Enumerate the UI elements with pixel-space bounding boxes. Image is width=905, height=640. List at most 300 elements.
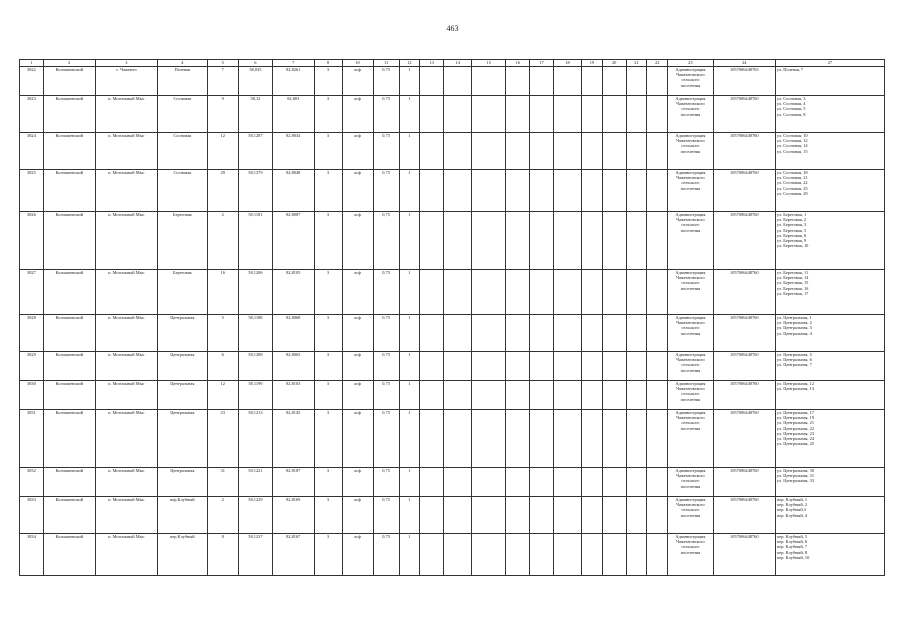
table-row [20,170,885,212]
administration-line: поселения [680,185,701,191]
address-line: ул. Центральная, 25 [776,441,815,447]
longitude-cell: 82,8034 [273,133,314,170]
district-cell: Колпашевский [43,534,95,576]
house-number-cell: 9 [207,96,238,133]
empty-cell [472,170,506,212]
empty-cell [647,212,668,270]
administration-line: сельского [681,420,700,426]
addresses-cell [775,212,884,270]
surface-cell: асф [342,212,373,270]
surface-cell: асф [342,315,373,352]
administration-line: Чажемтовского [676,502,705,508]
column-header: 2 [43,60,95,67]
longitude-cell: 82,8145 [273,410,314,468]
address-line: ул. Центральная, 19 [776,415,815,421]
column-8-cell: 3 [314,67,342,96]
table-row [20,270,885,315]
empty-cell [420,534,444,576]
empty-cell [554,497,582,534]
column-8-cell: 3 [314,534,342,576]
empty-cell [554,133,582,170]
empty-cell [472,212,506,270]
house-number-cell: 8 [207,534,238,576]
empty-cell [506,352,530,381]
column-11-cell: 0,75 [373,315,399,352]
district-cell: Колпашевский [43,497,95,534]
settlement-cell: п. Могильный Мыс [95,96,157,133]
column-12-cell: 1 [399,96,420,133]
empty-cell [444,170,472,212]
column-8-cell: 3 [314,212,342,270]
administration-line: Администрация [675,170,706,175]
latitude-cell: 58,1188 [238,315,272,352]
street-cell: Сосновая [157,170,207,212]
column-12-cell: 1 [399,410,420,468]
column-12-cell: 1 [399,352,420,381]
administration-line: Администрация [675,410,706,415]
ogrn-cell: 1057006448760 [713,381,775,410]
address-line: ул. Сосновая, 29 [776,190,808,196]
empty-cell [506,133,530,170]
column-header: 24 [713,60,775,67]
empty-cell [530,170,554,212]
column-12-cell: 1 [399,270,420,315]
administration-line: Администрация [675,270,706,275]
administration-line: поселения [680,227,701,233]
empty-cell [472,410,506,468]
column-header: 14 [444,60,472,67]
latitude-cell: 58,12 [238,96,272,133]
address-line: пер. Клубный, 7 [776,544,808,550]
column-11-cell: 0,75 [373,96,399,133]
street-cell: пер.Клубный [157,497,207,534]
empty-cell [554,67,582,96]
column-12-cell: 1 [399,497,420,534]
street-cell: Центральная [157,468,207,497]
administration-line: сельского [681,180,700,186]
empty-cell [420,133,444,170]
empty-cell [506,381,530,410]
empty-cell [420,410,444,468]
empty-cell [602,170,626,212]
administration-line: Администрация [675,468,706,473]
latitude-cell: 58,1206 [238,270,272,315]
longitude-cell: 82,8068 [273,315,314,352]
column-header: 1 [20,60,44,67]
empty-cell [626,352,647,381]
latitude-cell: 58,1287 [238,133,272,170]
empty-cell [472,381,506,410]
column-8-cell: 3 [314,497,342,534]
address-line: ул. Сосновая, 25 [776,185,808,191]
longitude-cell: 82,8103 [273,381,314,410]
district-cell: Колпашевский [43,381,95,410]
empty-cell [602,67,626,96]
administration-line: поселения [680,111,701,117]
column-11-cell: 0,75 [373,468,399,497]
district-cell: Колпашевский [43,468,95,497]
empty-cell [626,381,647,410]
address-line: ул. Сосновая, 18 [776,170,808,175]
surface-cell: асф [342,170,373,212]
empty-cell [582,381,603,410]
empty-cell [530,270,554,315]
empty-cell [444,67,472,96]
address-line: ул. Сосновая, 4 [776,101,806,107]
column-11-cell: 0,75 [373,410,399,468]
empty-cell [420,497,444,534]
table-row [20,381,885,410]
column-header: 12 [399,60,420,67]
district-cell: Колпашевский [43,212,95,270]
address-line: ул. Центральная, 30 [776,468,815,473]
street-cell: Центральная [157,410,207,468]
administration-line: Администрация [675,67,706,72]
administration-line: поселения [680,425,701,431]
address-line: ул. Центральная, 33 [776,478,815,484]
administration-line: поселения [680,396,701,402]
house-number-cell: 31 [207,468,238,497]
registry-table [19,59,885,576]
empty-cell [530,315,554,352]
empty-cell [554,270,582,315]
ogrn-cell: 1057006448760 [713,315,775,352]
settlement-cell: п. Могильный Мыс [95,534,157,576]
empty-cell [530,468,554,497]
empty-cell [647,534,668,576]
administration-cell [668,67,714,96]
empty-cell [444,315,472,352]
empty-cell [602,96,626,133]
administration-line: сельского [681,77,700,83]
latitude-cell: 58,1221 [238,468,272,497]
empty-cell [444,410,472,468]
empty-cell [602,315,626,352]
surface-cell: асф [342,410,373,468]
ogrn-cell: 1057006448760 [713,534,775,576]
column-12-cell: 1 [399,67,420,96]
administration-line: сельского [681,143,700,149]
empty-cell [602,381,626,410]
address-line: ул. Береговая, 17 [776,290,809,296]
address-line: ул. Центральная, 12 [776,381,815,386]
surface-cell: асф [342,352,373,381]
column-header: 7 [273,60,314,67]
empty-cell [582,410,603,468]
surface-cell: асф [342,96,373,133]
address-line: ул. Береговая, 16 [776,285,809,291]
administration-line: Чажемтовского [676,415,705,421]
latitude-cell: 58,035 [238,67,272,96]
ogrn-cell: 1057006448760 [713,352,775,381]
empty-cell [626,497,647,534]
column-8-cell: 3 [314,270,342,315]
administration-line: Администрация [675,497,706,502]
house-number-cell: 6 [207,352,238,381]
administration-line: поселения [680,148,701,154]
administration-line: поселения [680,367,701,373]
address-line: ул. Центральная, 3 [776,325,812,331]
administration-line: поселения [680,285,701,291]
district-cell: Колпашевский [43,352,95,381]
empty-cell [554,315,582,352]
administration-line: сельского [681,222,700,228]
addresses-cell [775,497,884,534]
administration-line: сельского [681,280,700,286]
column-header: 22 [647,60,668,67]
address-line: ул. Береговая, 11 [776,270,809,275]
column-header: 4 [157,60,207,67]
address-line: ул. Сосновая, 5 [776,106,806,112]
row-number: 3823 [20,96,44,133]
empty-cell [530,497,554,534]
settlement-cell: с. Чажемто [95,67,157,96]
empty-cell [472,468,506,497]
street-cell: Полевая [157,67,207,96]
longitude-cell: 82,8169 [273,497,314,534]
administration-cell [668,468,714,497]
address-line: пер. Клубный, 10 [776,554,810,560]
settlement-cell: п. Могильный Мыс [95,270,157,315]
column-11-cell: 0,75 [373,497,399,534]
settlement-cell: п. Могильный Мыс [95,352,157,381]
empty-cell [554,468,582,497]
administration-line: Чажемтовского [676,175,705,181]
row-number: 3826 [20,212,44,270]
district-cell: Колпашевский [43,96,95,133]
empty-cell [602,497,626,534]
district-cell: Колпашевский [43,67,95,96]
addresses-cell [775,96,884,133]
empty-cell [626,96,647,133]
address-line: ул. Полевая, 7 [776,67,804,72]
empty-cell [554,170,582,212]
empty-cell [444,468,472,497]
house-number-cell: 2 [207,497,238,534]
table-row [20,212,885,270]
column-11-cell: 0,75 [373,67,399,96]
address-line: ул. Центральная, 13 [776,386,815,392]
street-cell: Сосновая [157,133,207,170]
address-line: ул. Центральная, 24 [776,436,815,442]
empty-cell [602,212,626,270]
empty-cell [530,133,554,170]
empty-cell [582,270,603,315]
empty-cell [472,497,506,534]
address-line: пер. Клубный, 8 [776,549,808,555]
empty-cell [647,67,668,96]
administration-line: поселения [680,512,701,518]
administration-cell [668,270,714,315]
ogrn-cell: 1057006448760 [713,468,775,497]
addresses-cell [775,410,884,468]
administration-line: сельского [681,507,700,513]
surface-cell: асф [342,468,373,497]
street-cell: пер.Клубный [157,534,207,576]
empty-cell [626,468,647,497]
administration-cell [668,352,714,381]
surface-cell: асф [342,270,373,315]
column-header: 8 [314,60,342,67]
administration-line: Чажемтовского [676,357,705,363]
settlement-cell: п. Могильный Мыс [95,212,157,270]
empty-cell [530,96,554,133]
address-line: ул. Береговая, 5 [776,227,807,233]
empty-cell [602,270,626,315]
surface-cell: асф [342,67,373,96]
empty-cell [506,96,530,133]
column-header: 3 [95,60,157,67]
district-cell: Колпашевский [43,170,95,212]
empty-cell [626,270,647,315]
table-body [20,67,885,576]
empty-cell [444,534,472,576]
empty-cell [444,497,472,534]
surface-cell: асф [342,497,373,534]
empty-cell [582,534,603,576]
address-line: ул. Сосновая, 3 [776,96,806,101]
surface-cell: асф [342,381,373,410]
administration-line: поселения [680,82,701,88]
street-cell: Центральная [157,315,207,352]
column-header: 15 [472,60,506,67]
house-number-cell: 16 [207,270,238,315]
empty-cell [506,410,530,468]
empty-cell [582,468,603,497]
address-line: пер. Клубный, 4 [776,512,808,518]
column-header: 21 [626,60,647,67]
table-row [20,315,885,352]
page-number: 463 [446,24,459,33]
address-line: ул. Сосновая, 12 [776,138,808,144]
empty-cell [602,534,626,576]
empty-cell [626,212,647,270]
column-11-cell: 0,75 [373,352,399,381]
column-12-cell: 1 [399,212,420,270]
administration-line: Чажемтовского [676,101,705,107]
administration-line: Чажемтовского [676,386,705,392]
longitude-cell: 82,8065 [273,352,314,381]
empty-cell [420,170,444,212]
address-line: ул. Береговая, 9 [776,238,807,244]
column-12-cell: 1 [399,468,420,497]
column-11-cell: 0,75 [373,170,399,212]
street-cell: Центральная [157,381,207,410]
empty-cell [472,534,506,576]
empty-cell [647,381,668,410]
address-line: ул. Центральная, 7 [776,362,812,368]
administration-line: сельского [681,362,700,368]
column-header: 19 [582,60,603,67]
latitude-cell: 58,1237 [238,534,272,576]
table-row [20,410,885,468]
row-number: 3830 [20,381,44,410]
column-11-cell: 0,75 [373,212,399,270]
column-header: 10 [342,60,373,67]
latitude-cell: 58,1229 [238,497,272,534]
administration-line: Чажемтовского [676,217,705,223]
row-number: 3829 [20,352,44,381]
column-8-cell: 3 [314,410,342,468]
column-12-cell: 1 [399,133,420,170]
registry-table-wrap [19,59,885,580]
address-line: пер. Клубный, 5 [776,534,808,539]
ogrn-cell: 1057006448760 [713,410,775,468]
administration-line: сельского [681,478,700,484]
column-12-cell: 1 [399,315,420,352]
empty-cell [530,534,554,576]
empty-cell [506,534,530,576]
address-line: ул. Сосновая, 21 [776,175,808,181]
empty-cell [444,270,472,315]
settlement-cell: п. Могильный Мыс [95,381,157,410]
empty-cell [506,497,530,534]
settlement-cell: п. Могильный Мыс [95,170,157,212]
administration-line: Администрация [675,381,706,386]
ogrn-cell: 1057006448760 [713,96,775,133]
empty-cell [420,212,444,270]
administration-cell [668,315,714,352]
column-12-cell: 1 [399,381,420,410]
empty-cell [647,352,668,381]
address-line: ул. Центральная, 6 [776,357,812,363]
latitude-cell: 58,1288 [238,352,272,381]
empty-cell [472,315,506,352]
longitude-cell: 82,8261 [273,67,314,96]
ogrn-cell: 1057006448760 [713,170,775,212]
house-number-cell: 7 [207,67,238,96]
address-line: ул. Центральная, 31 [776,473,815,479]
settlement-cell: п. Могильный Мыс [95,315,157,352]
administration-line: поселения [680,483,701,489]
empty-cell [582,497,603,534]
column-8-cell: 3 [314,170,342,212]
address-line: пер. Клубный, 6 [776,539,808,545]
column-11-cell: 0,75 [373,381,399,410]
column-11-cell: 0,75 [373,534,399,576]
latitude-cell: 58,1199 [238,381,272,410]
empty-cell [420,381,444,410]
column-8-cell: 3 [314,352,342,381]
empty-cell [626,67,647,96]
administration-line: Администрация [675,133,706,138]
column-header: 20 [602,60,626,67]
addresses-cell [775,534,884,576]
table-row [20,534,885,576]
addresses-cell [775,170,884,212]
ogrn-cell: 1057006448765 [713,67,775,96]
settlement-cell: п. Могильный Мыс [95,133,157,170]
empty-cell [626,133,647,170]
empty-cell [420,468,444,497]
latitude-cell: 58,1379 [238,170,272,212]
longitude-cell: 82,8105 [273,270,314,315]
empty-cell [626,534,647,576]
administration-line: Чажемтовского [676,138,705,144]
house-number-cell: 12 [207,381,238,410]
addresses-cell [775,381,884,410]
address-line: пер. Клубный, 1 [776,497,808,502]
empty-cell [554,381,582,410]
administration-line: Администрация [675,212,706,217]
empty-cell [420,67,444,96]
administration-line: Чажемтовского [676,539,705,545]
house-number-cell: 29 [207,170,238,212]
empty-cell [647,133,668,170]
addresses-cell [775,315,884,352]
administration-line: сельского [681,391,700,397]
table-row [20,67,885,96]
